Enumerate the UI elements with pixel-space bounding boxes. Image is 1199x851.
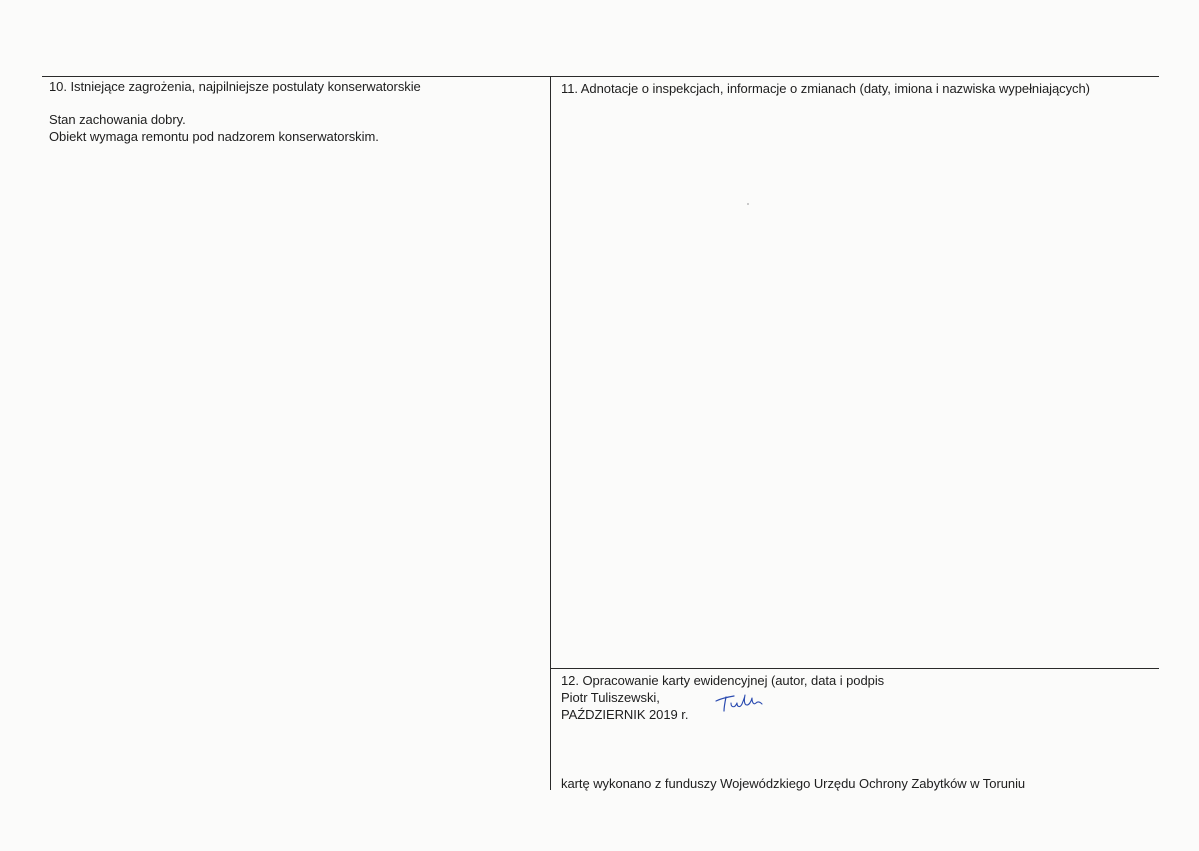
- section-10-heading: 10. Istniejące zagrożenia, najpilniejsze postulaty konserwatorskie: [49, 79, 421, 94]
- card-date: PAŹDZIERNIK 2019 r.: [561, 707, 689, 722]
- condition-text: Stan zachowania dobry.: [49, 112, 186, 127]
- scan-speck: [747, 203, 749, 205]
- section-12-rule: [550, 668, 1159, 669]
- section-11-heading: 11. Adnotacje o inspekcjach, informacje o zmianach (daty, imiona i nazwiska wypełniających): [561, 81, 1090, 96]
- section-12-heading: 12. Opracowanie karty ewidencyjnej (autor, data i podpis: [561, 673, 885, 688]
- handwritten-signature: [712, 690, 768, 716]
- top-rule: [42, 76, 1159, 77]
- author-name: Piotr Tuliszewski,: [561, 690, 660, 705]
- recommendation-text: Obiekt wymaga remontu pod nadzorem konserwatorskim.: [49, 129, 379, 144]
- column-divider: [550, 76, 551, 790]
- funding-note: kartę wykonano z funduszy Wojewódzkiego Urzędu Ochrony Zabytków w Toruniu: [561, 776, 1026, 791]
